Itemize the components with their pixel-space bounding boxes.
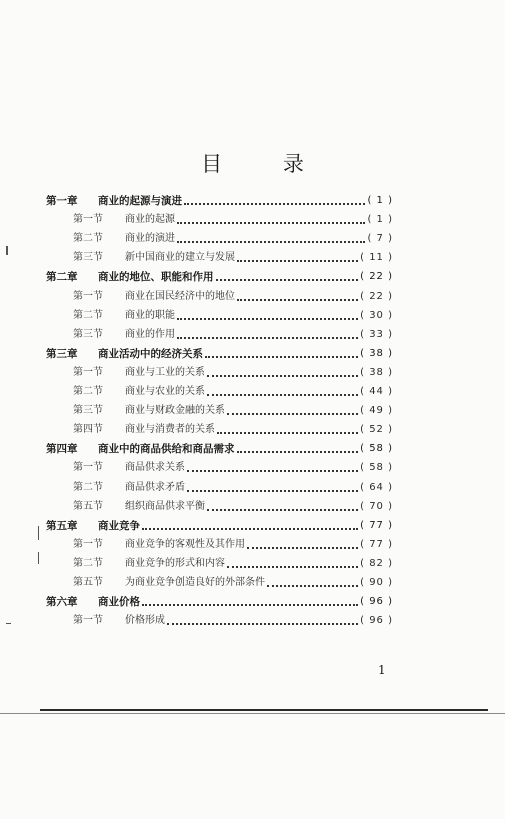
toc-section-entry[interactable] [73,308,393,324]
dot-leader [207,374,358,377]
toc-entry-title: 商业的起源与演进 [98,195,182,207]
scan-mark [38,526,39,540]
toc-entry-page: ( 70 ) [360,500,393,512]
toc-entry-label [46,193,182,209]
toc-entry-page: ( 1 ) [367,195,393,206]
bottom-rule [40,709,488,711]
toc-entry-number: 第五章 [46,519,78,532]
toc-entry-label [73,537,245,553]
toc-entry-label [46,518,140,534]
toc-entry-title: 商业竞争的客观性及其作用 [125,538,245,550]
toc-entry-title: 商业与消费者的关系 [125,424,215,436]
toc-entry-page: ( 77 ) [360,519,393,531]
toc-section-entry[interactable] [73,556,393,572]
toc-entry-title: 商业的地位、职能和作用 [98,271,214,284]
dot-leader [216,278,359,281]
dot-leader [227,412,358,415]
toc-entry-label [73,250,235,266]
toc-entry-label [46,269,214,285]
toc-section-entry[interactable] [73,403,393,419]
dot-leader [177,221,365,224]
toc-entry-number: 第二节 [73,309,103,321]
toc-entry-number: 第一章 [46,195,78,207]
toc-entry-page: ( 22 ) [360,290,393,302]
toc-entry-label [46,594,140,610]
toc-entry-title: 商业中的商品供给和商品需求 [98,443,235,456]
toc-entry-number: 第三节 [73,328,103,340]
dot-leader [167,622,358,625]
dot-leader [207,508,358,511]
dot-leader [187,489,358,492]
toc-entry-number: 第五节 [73,577,103,588]
toc-entry-number: 第六章 [46,596,78,609]
toc-entry-label [46,346,203,362]
toc-entry-number: 第三节 [73,252,103,264]
toc-section-entry[interactable] [73,575,393,591]
dot-leader [237,450,359,453]
dot-leader [177,336,358,339]
scan-mark [38,552,39,564]
toc-entry-title: 价格形成 [125,615,165,627]
toc-entry-label [73,499,205,515]
toc-section-entry[interactable] [73,460,393,476]
page-number: 1 [378,663,386,677]
toc-entry-title: 商业竞争 [98,519,140,532]
toc-section-entry[interactable] [73,250,393,266]
toc-entry-title: 为商业竞争创造良好的外部条件 [125,577,265,588]
toc-entry-page: ( 1 ) [367,214,393,226]
toc-entry-page: ( 7 ) [367,233,393,245]
toc-entry-number: 第三节 [73,405,103,417]
toc-entry-label [73,384,205,400]
toc-entry-title: 商品供求矛盾 [125,481,185,493]
toc-entry-title: 商业活动中的经济关系 [98,347,203,360]
dot-leader [177,317,358,320]
dot-leader [237,298,358,301]
toc-entry-title: 组织商品供求平衡 [125,500,205,512]
dot-leader [237,259,358,262]
toc-entry-label [46,441,235,457]
toc-entry-number: 第三章 [46,347,78,360]
toc-entry-label [73,403,225,419]
toc-section-entry[interactable] [73,327,393,343]
toc-section-entry[interactable] [73,212,393,228]
toc-entry-number: 第二节 [73,386,103,397]
toc-section-entry[interactable] [73,422,393,438]
toc-entry-label [73,422,215,438]
toc-section-entry[interactable] [73,537,393,553]
toc-entry-number: 第二节 [73,233,103,245]
toc-entry-title: 商品供求关系 [125,462,185,474]
toc-entry-title: 商业的作用 [125,328,175,340]
toc-entry-page: ( 38 ) [360,366,393,378]
toc-entry-label [73,365,205,381]
toc-section-entry[interactable] [73,499,393,515]
toc-entry-page: ( 96 ) [360,596,393,608]
toc-entry-title: 商业与工业的关系 [125,366,205,378]
toc-entry-title: 商业与农业的关系 [125,386,205,397]
toc-entry-page: ( 38 ) [360,347,393,359]
toc-entry-page: ( 30 ) [360,309,393,321]
toc-entry-title: 商业与财政金融的关系 [125,405,225,417]
toc-entry-number: 第二节 [73,557,103,569]
toc-entry-label [73,460,185,476]
toc-entry-number: 第一节 [73,290,103,302]
toc-entry-label [73,212,175,228]
toc-entry-page: ( 77 ) [360,538,393,550]
dot-leader [267,584,358,587]
dot-leader [205,355,358,358]
dot-leader [177,240,365,243]
toc-section-entry[interactable] [73,231,393,247]
toc-entry-title: 商业的职能 [125,309,175,321]
toc-entry-page: ( 82 ) [360,557,393,569]
toc-entry-page: ( 64 ) [360,481,393,493]
toc-entry-number: 第二章 [46,271,78,284]
toc-entry-number: 第五节 [73,500,103,512]
toc-entry-number: 第一节 [73,462,103,474]
toc-entry-label [73,289,235,305]
toc-section-entry[interactable] [73,365,393,381]
toc-entry-page: ( 58 ) [360,462,393,474]
toc-entry-number: 第一节 [73,615,103,627]
toc-entry-title: 商业价格 [98,596,140,609]
toc-entry-number: 第一节 [73,366,103,378]
toc-chapter-entry[interactable] [46,269,393,285]
toc-entry-number: 第四章 [46,443,78,456]
toc-entry-number: 第一节 [73,538,103,550]
toc-entry-label [73,613,165,629]
toc-entry-label [73,231,175,247]
toc-entry-page: ( 11 ) [360,252,393,264]
toc-entry-number: 第四节 [73,424,103,436]
dot-leader [227,565,358,568]
toc-entry-label [73,575,265,591]
toc-entry-label [73,308,175,324]
toc-entry-label [73,556,225,572]
toc-entry-page: ( 96 ) [360,615,393,627]
scan-mark [6,246,8,255]
toc-chapter-entry[interactable] [46,346,393,362]
toc-section-entry[interactable] [73,384,393,400]
toc-entry-page: ( 52 ) [360,424,393,436]
toc-entry-label [73,327,175,343]
dot-leader [247,546,358,549]
dot-leader [207,393,358,396]
toc-entry-page: ( 33 ) [360,328,393,340]
toc-section-entry[interactable] [73,289,393,305]
toc-entry-page: ( 22 ) [360,271,393,283]
toc-entry-title: 商业的起源 [125,214,175,226]
toc-entry-title: 商业在国民经济中的地位 [125,290,235,302]
dot-leader [142,603,358,606]
toc-chapter-entry[interactable] [46,518,393,534]
toc-entry-page: ( 58 ) [360,443,393,455]
toc-entry-number: 第二节 [73,481,103,493]
toc-entry-title: 新中国商业的建立与发展 [125,252,235,264]
toc-section-entry[interactable] [73,480,393,496]
toc-entry-title: 商业的演进 [125,233,175,245]
dot-leader [142,527,358,530]
toc-entry-page: ( 44 ) [360,386,393,397]
toc-chapter-entry[interactable] [46,594,393,610]
toc-entry-page: ( 49 ) [360,405,393,417]
toc-section-entry[interactable] [73,613,393,629]
toc-entry-title: 商业竞争的形式和内容 [125,557,225,569]
dot-leader [184,202,365,205]
toc-chapter-entry[interactable] [46,441,393,457]
toc-entry-label [73,480,185,496]
toc-chapter-entry[interactable] [46,193,393,209]
dot-leader [187,469,358,472]
scan-mark [6,623,11,624]
dot-leader [217,431,358,434]
toc-entry-number: 第一节 [73,214,103,226]
toc-entry-page: ( 90 ) [360,577,393,588]
bottom-rule-thin [0,713,505,714]
page-title: 目 录 [201,152,331,176]
